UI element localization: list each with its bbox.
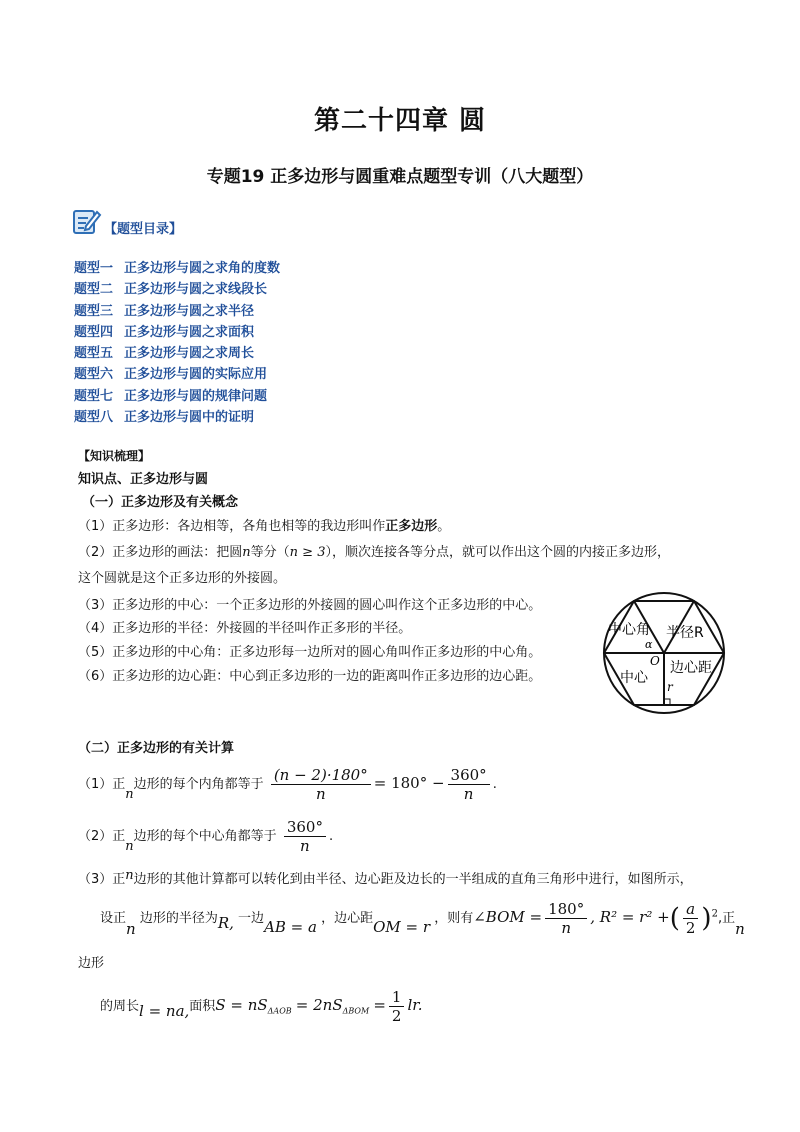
text-span: （1）正多边形：各边相等，各角也相等的我边形叫作 [78,519,386,534]
knowledge-heading: 【知识梳理】 [78,449,151,463]
toc-item-label: 题型三 [74,303,114,319]
text-span: （1）正 [78,777,126,792]
text-span: 面积 [189,999,216,1014]
math-var: n [125,839,134,854]
math-var: n [125,787,134,802]
emphasis-term: 正多边形 [385,519,438,534]
fraction-numerator: 360° [284,818,326,837]
math-var: R, [217,914,234,932]
knowledge-subheading: 知识点、正多边形与圆 [78,472,209,487]
toc-item[interactable] [74,343,280,364]
toc-item[interactable] [74,364,280,385]
text-span: 等分（ [250,545,290,560]
formula-line [78,818,333,855]
formula-line [100,988,423,1025]
text-span: 。 [437,519,451,534]
toc-heading: 【题型目录】 [104,222,183,237]
text-span: 边形的每个中心角都等于 [133,829,277,844]
half-side-fraction [683,900,699,937]
section2-title: （二）正多边形的有关计算 [78,741,235,756]
fraction-denominator: n [463,785,474,803]
math-subscript: ΔAOB [267,1006,292,1016]
figure-label-origin: O [650,654,660,668]
figure-label-apothem: 边心距 [670,660,712,676]
math-expr: AB = a [264,918,317,936]
page-subtitle: 专题19 正多边形与圆重难点题型专训（八大题型） [206,167,594,187]
half-fraction [389,988,405,1025]
toc-item-label: 题型七 [74,388,114,404]
definition-line: （6）正多边形的边心距：中心到正多边形的一边的距离叫作正多边形的边心距。 [78,669,542,684]
fraction-numerator: a [683,900,699,919]
text-span: 设正 [100,911,127,926]
text-span: . [492,777,497,792]
toc-item-text: 正多边形与圆之求角的度数 [124,261,281,276]
toc-item[interactable] [74,322,280,343]
notepad-pencil-icon [72,206,102,236]
toc-item-label: 题型六 [74,367,114,383]
figure-label-alpha: α [645,638,653,651]
math-var: n [126,920,136,938]
fraction-denominator: 2 [685,919,696,937]
central-fraction [448,766,490,803]
text-span: 边形的其他计算都可以转化到由半径、边心距及边长的一半组成的直角三角形中进行，如图所示， [133,872,693,887]
text-span: ,正 [717,911,736,926]
toc-item[interactable] [74,301,280,322]
bom-angle-fraction [545,900,587,937]
interior-angle-fraction [271,766,371,803]
math-expr: = 180° − [373,774,445,792]
text-span: （3）正 [78,872,126,887]
formula-line [78,868,693,887]
math-expr: l = na, [139,1002,190,1020]
formula-line: 设正n 边形的半径为R, 一边AB = a ，边心距OM = r ，则有∠BOM = $\frac{180^\circ}{n}$ , R² = r² +( $\frac{a}{2}$ )$^2$,正n [100,900,745,938]
toc-item-text: 正多边形与圆之求周长 [124,346,255,362]
text-span: （2）正 [78,829,126,844]
definition-line: 这个圆就是这个正多边形的外接圆。 [78,571,287,586]
toc-item-text: 正多边形与圆之求半径 [124,303,255,319]
toc-item[interactable] [74,258,280,279]
toc-item-text: 正多边形与圆的实际应用 [124,367,268,383]
fraction-denominator: n [561,919,571,937]
toc-item[interactable] [74,279,280,300]
fraction-denominator: n [315,785,326,803]
text-span: ，则有 [434,911,474,926]
math-expr: S = nS [215,996,268,1014]
formula-line [78,766,497,803]
text-span: ），顺次连接各等分点，就可以作出这个圆的内接正多边形， [325,545,670,560]
toc-item-label: 题型一 [74,261,114,276]
text-span: . [328,829,334,844]
figure-label-center: 中心 [620,670,648,686]
figure-label-center-angle: 中心角 [608,622,650,638]
math-expr: n ≥ 3 [289,545,326,560]
toc-item-text: 正多边形与圆的规律问题 [124,388,268,404]
fraction-denominator: 2 [391,1007,402,1025]
math-expr: = [373,996,386,1014]
text-span: 一边 [238,911,265,926]
fraction-denominator: n [300,837,310,855]
toc-item[interactable] [74,407,280,428]
chapter-title: 第二十四章 圆 [313,106,487,136]
fraction-numerator: 1 [389,988,405,1007]
central-angle-fraction [284,818,326,855]
text-line: 边形 [78,956,105,971]
definition-line [78,515,450,534]
math-expr: lr. [407,996,423,1014]
definition-line: （4）正多边形的半径：外接圆的半径叫作正多形的半径。 [78,621,412,636]
math-var: n [242,545,251,560]
figure-label-radius: 半径R [666,625,704,641]
hexagon-circle-figure [598,588,730,718]
toc-item-text: 正多边形与圆中的证明 [124,410,255,426]
section1-title: （一）正多边形及有关概念 [82,495,239,510]
math-expr: ∠BOM = [473,908,543,926]
math-subscript: ΔBOM [342,1006,370,1016]
text-span: 的周长 [100,999,140,1014]
math-var: n [735,920,745,938]
fraction-numerator: (n − 2)·180° [271,766,371,785]
math-expr: OM = r [373,918,431,936]
definition-line: （5）正多边形的中心角：正多边形每一边所对的圆心角叫作正多边形的中心角。 [78,645,542,660]
definition-line: （3）正多边形的中心：一个正多边形的外接圆的圆心叫作这个正多边形的中心。 [78,598,542,613]
math-expr: = 2nS [295,996,343,1014]
figure-label-r: r [667,680,673,694]
definition-line [78,541,670,560]
fraction-numerator: 180° [545,900,587,919]
toc-item-text: 正多边形与圆之求面积 [124,324,255,340]
toc-item-label: 题型二 [74,282,114,298]
text-span: ，边心距 [321,911,374,926]
math-var: n [125,868,134,883]
toc-list [74,258,280,428]
text-span: （2）正多边形的画法：把圆 [78,545,243,560]
fraction-numerator: 360° [448,766,490,785]
toc-item-label: 题型五 [74,346,114,362]
toc-item-text: 正多边形与圆之求线段长 [124,282,268,298]
toc-item[interactable] [74,386,280,407]
math-expr: , R² = r² + [590,908,670,926]
toc-item-label: 题型八 [74,410,114,426]
text-span: 边形的每个内角都等于 [133,777,264,792]
text-span: 边形的半径为 [139,911,218,926]
toc-item-label: 题型四 [74,324,114,340]
